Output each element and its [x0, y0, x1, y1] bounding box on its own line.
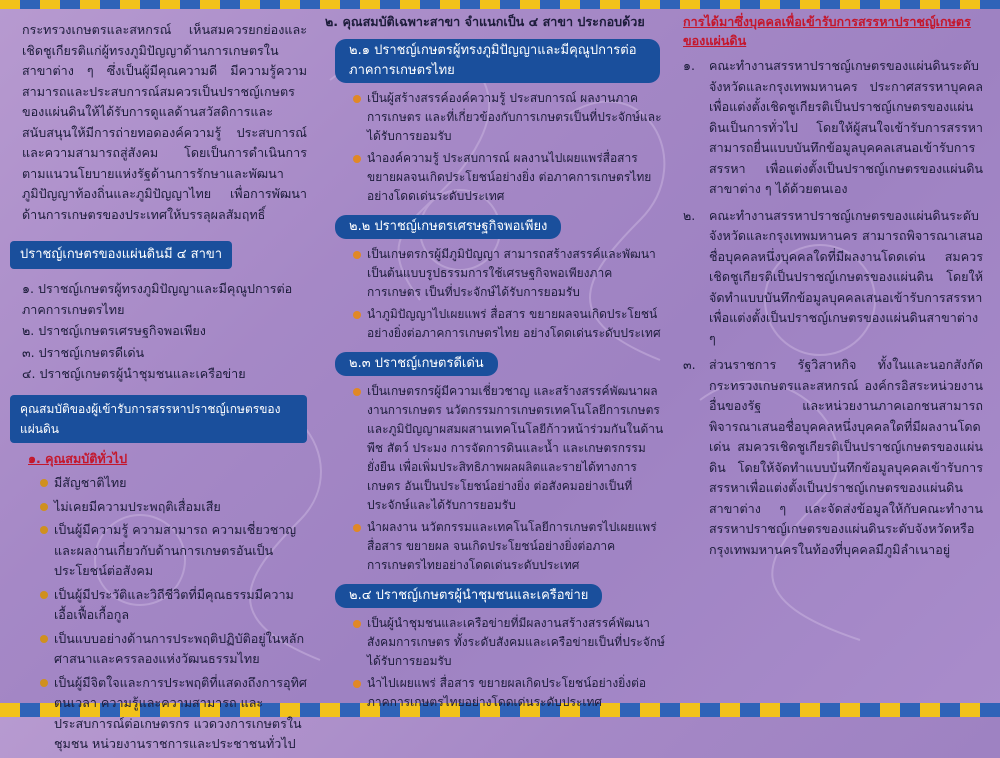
branch-item: ๓. ปราชญ์เกษตรดีเด่น — [22, 344, 145, 360]
section-title: ๒.๓ ปราชญ์เกษตรดีเด่น — [335, 352, 498, 376]
qualification-item: ไม่เคยมีความประพฤติเสื่อมเสีย — [38, 497, 307, 518]
branch-banner: ปราชญ์เกษตรของแผ่นดินมี ๔ สาขา — [10, 241, 232, 269]
general-qualification-list — [22, 473, 307, 755]
nomination-text: คณะทำงานสรรหาปราชญ์เกษตรของแผ่นดินระดับจังหวัดและกรุงเทพมหานคร ประกาศสรรหาบุคคลเพื่อแต่งตั้งเชิดชูเกียรติเป็นปราชญ์เกษตรของแผ่นดินเป็นการทั่วไป โดยให้ผู้สนใจเข้ารับการสรรหาสามารถยื่นแบบบันทึกข้อมูลบุคคลเสนอเข้ารับการสรรหา เพื่อแต่งตั้งเป็นปราชญ์เกษตรของแผ่นดินสาขาต่าง ๆ ได้ด้วยตนเอง — [709, 58, 983, 196]
section-item: นำภูมิปัญญาไปเผยแพร่ สื่อสาร ขยายผลจนเกิดประโยชน์อย่างยิ่งต่อภาคการเกษตรไทย อย่างโดดเด่นระดับประเทศ — [351, 305, 665, 343]
specific-qualification-heading: ๒. คุณสมบัติเฉพาะสาขา จำแนกเป็น ๔ สาขา ประกอบด้วย — [325, 14, 645, 29]
section-item: นำไปเผยแพร่ สื่อสาร ขยายผลเกิดประโยชน์อย่างยิ่งต่อภาคการเกษตรไทยอย่างโดดเด่นระดับประเทศ — [351, 674, 665, 712]
section-item: เป็นเกษตรกรผู้มีความเชี่ยวชาญ และสร้างสรรค์พัฒนาผลงานการเกษตร นวัตกรรมการเกษตรเทคโนโลยีการเกษตร และภูมิปัญญาผสมผสานเทคโนโลยีก้าวหน้าร่วมกันในด้านพืช สัตว์ ประมง การจัดการดินและน้ำ และเกษตรกรรมยั่งยืน เพื่อเพิ่มประสิทธิภาพผลผลิตและรายได้ทางการเกษตร อันเป็นประโยชน์อย่างยิ่ง ต่อสังคมอย่างเป็นที่ประจักษ์และได้รับการยอมรับ — [351, 382, 665, 515]
nomination-list — [683, 56, 983, 560]
section-list — [335, 614, 665, 712]
section-list — [335, 382, 665, 575]
nomination-number: ๑. — [683, 58, 695, 73]
nomination-text: คณะทำงานสรรหาปราชญ์เกษตรของแผ่นดินระดับจังหวัดและกรุงเทพมหานคร สามารถพิจารณาเสนอชื่อบุคคลหนึ่งบุคคลใดที่มีผลงานโดดเด่น สมควรเชิดชูเกียรติเป็นปราชญ์เกษตรของแผ่นดิน โดยให้จัดทำแบบบันทึกข้อมูลบุคคลเสนอเข้ารับการสรรหา เพื่อแต่งตั้งเป็นปราชญ์เกษตรของแผ่นดินสาขาต่าง ๆ — [709, 207, 983, 346]
section-title: ๒.๑ ปราชญ์เกษตรผู้ทรงภูมิปัญญาและมีคุณูปการต่อภาคการเกษตรไทย — [335, 39, 660, 83]
section-list — [335, 89, 665, 206]
branch-item: ๔. ปราชญ์เกษตรผู้นำชุมชนและเครือข่าย — [22, 366, 246, 381]
qualification-item: เป็นผู้มีความรู้ ความสามารถ ความเชี่ยวชาญและผลงานเกี่ยวกับด้านการเกษตรอันเป็นประโยชน์ต่อสังคม — [38, 520, 307, 582]
column-right — [683, 12, 983, 566]
nomination-number: ๓. — [683, 357, 696, 372]
qualification-banner: คุณสมบัติของผู้เข้ารับการสรรหาปราชญ์เกษตรของแผ่นดิน — [10, 395, 307, 443]
nomination-number: ๒. — [683, 207, 696, 223]
section-list — [335, 245, 665, 343]
top-stripe — [0, 0, 1000, 9]
column-middle — [325, 12, 665, 715]
column-left — [22, 12, 307, 758]
section-title: ๒.๒ ปราชญ์เกษตรเศรษฐกิจพอเพียง — [335, 215, 561, 239]
general-qualification-heading: ๑. คุณสมบัติทั่วไป — [28, 450, 128, 466]
branch-item: ๒. ปราชญ์เกษตรเศรษฐกิจพอเพียง — [22, 323, 206, 338]
intro-paragraph: กระทรวงเกษตรและสหกรณ์ เห็นสมควรยกย่องและเชิดชูเกียรติแก่ผู้ทรงภูมิปัญญาด้านการเกษตรในสาขาต่าง ๆ ซึ่งเป็นผู้มีคุณความดี มีความรู้ความสามารถและประสบการณ์สมควรเป็นปราชญ์เกษตรของแผ่นดินให้ได้รับการดูแลด้านสวัสดิการและสนับสนุนให้มีการถ่ายทอดองค์ความรู้ ประสบการณ์และความสามารถสู่สังคม โดยเป็นการดำเนินการตามแนวนโยบายแห่งรัฐด้านการรักษาและพัฒนาภูมิปัญญาท้องถิ่นและภูมิปัญญาไทย เพื่อการพัฒนาด้านการเกษตรของประเทศให้บรรลุผลสัมฤทธิ์ — [22, 22, 307, 222]
nomination-item — [683, 56, 983, 200]
qualification-item: เป็นแบบอย่างด้านการประพฤติปฏิบัติอยู่ในหลักศาสนาและครรลองแห่งวัฒนธรรมไทย — [38, 629, 307, 670]
nomination-item — [683, 355, 983, 560]
section-title: ๒.๔ ปราชญ์เกษตรผู้นำชุมชนและเครือข่าย — [335, 584, 602, 608]
qualification-item: เป็นผู้มีจิตใจและการประพฤติที่แสดงถึงการอุทิศตนเวลา ความรู้และความสามารถ และประสบการณ์ต่อเกษตรกร แวดวงการเกษตรในชุมชน หน่วยงานราชการและประชาชนทั่วไป — [38, 673, 307, 755]
branch-item: ๑. ปราชญ์เกษตรผู้ทรงภูมิปัญญาและมีคุณูปการต่อภาคการเกษตรไทย — [22, 281, 293, 317]
nomination-item — [683, 206, 983, 350]
qualification-item: มีสัญชาติไทย — [38, 473, 307, 494]
branch-list — [22, 279, 307, 385]
nomination-heading: การได้มาซึ่งบุคคลเพื่อเข้ารับการสรรหาปราชญ์เกษตรของแผ่นดิน — [683, 14, 971, 48]
section-item: เป็นผู้สร้างสรรค์องค์ความรู้ ประสบการณ์ ผลงานภาคการเกษตร และที่เกี่ยวข้องกับการเกษตรเป็นที่ประจักษ์และได้รับการยอมรับ — [351, 89, 665, 146]
nomination-text: ส่วนราชการ รัฐวิสาหกิจ ทั้งในและนอกสังกัดกระทรวงเกษตรและสหกรณ์ องค์กรอิสระหน่วยงานอื่นของรัฐ และหน่วยงานภาคเอกชนสามารถพิจารณาเสนอชื่อบุคคลหนึ่งบุคคลใดที่มีผลงานโดดเด่น สมควรเชิดชูเกียรติเป็นปราชญ์เกษตรของแผ่นดิน โดยให้จัดทำแบบบันทึกข้อมูลบุคคลเข้ารับการสรรหาเพื่อแต่งตั้งเป็นปราชญ์เกษตรของแผ่นดินสาขาต่าง ๆ และจัดส่งข้อมูลให้กับคณะทำงานสรรหาปราชญ์เกษตรของแผ่นดินระดับจังหวัดหรือกรุงเทพมหานครในท้องที่บุคคลมีภูมิลำเนาอยู่ — [709, 357, 983, 557]
section-item: นำผลงาน นวัตกรรมและเทคโนโลยีการเกษตรไปเผยแพร่ สื่อสาร ขยายผล จนเกิดประโยชน์อย่างยิ่งต่อภาคการเกษตรไทยอย่างโดดเด่นระดับประเทศ — [351, 518, 665, 575]
section-item: นำองค์ความรู้ ประสบการณ์ ผลงานไปเผยแพร่สื่อสาร ขยายผลจนเกิดประโยชน์อย่างยิ่ง ต่อภาคการเกษตรไทยอย่างโดดเด่นระดับประเทศ — [351, 149, 665, 206]
qualification-item: เป็นผู้มีประวัติและวิถีชีวิตที่มีคุณธรรมมีความเอื้อเฟื้อเกื้อกูล — [38, 585, 307, 626]
section-item: เป็นผู้นำชุมชนและเครือข่ายที่มีผลงานสร้างสรรค์พัฒนาสังคมการเกษตร ทั้งระดับสังคมและเครือข่ายเป็นที่ประจักษ์ได้รับการยอมรับ — [351, 614, 665, 671]
section-item: เป็นเกษตรกรผู้มีภูมิปัญญา สามารถสร้างสรรค์และพัฒนาเป็นต้นแบบรูปธรรมการใช้เศรษฐกิจพอเพียงภาคการเกษตร เป็นที่ประจักษ์ได้รับการยอมรับ — [351, 245, 665, 302]
